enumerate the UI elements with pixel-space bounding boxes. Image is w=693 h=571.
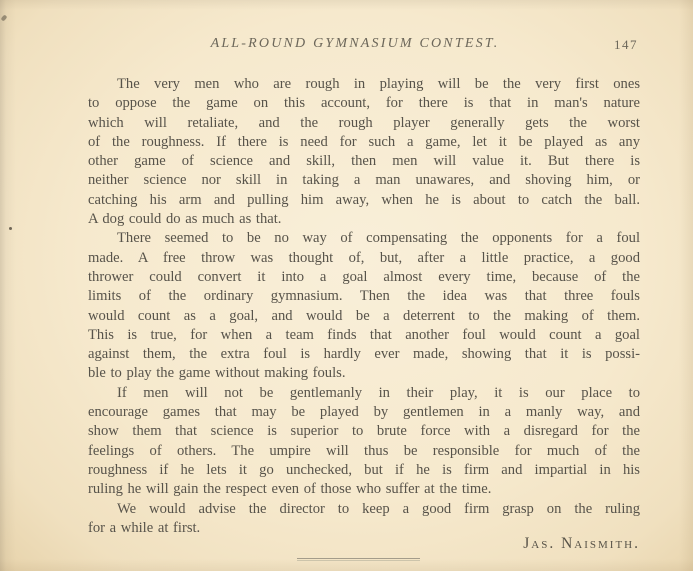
paper-speck-1 bbox=[1, 14, 8, 21]
text-line: which will retaliate, and the rough player generally gets the worst bbox=[88, 114, 640, 131]
text-line: for a while at first. bbox=[88, 519, 201, 536]
text-line: If men will not be gentlemanly in their play, it is our place to bbox=[117, 384, 640, 401]
text-line: against them, the extra foul is hardly ever made, showing that it is possi- bbox=[88, 346, 640, 363]
text-line: other game of science and skill, then men will value it. But there is bbox=[88, 153, 640, 170]
end-rule bbox=[297, 558, 420, 561]
text-line: This is true, for when a team finds that another foul would count a goal bbox=[88, 326, 640, 343]
text-line: would count as a goal, and would be a deterrent to the making of them. bbox=[88, 307, 640, 324]
text-line: We would advise the director to keep a good firm grasp on the ruling bbox=[117, 500, 640, 517]
text-line: limits of the ordinary gymnasium. Then the idea was that three fouls bbox=[88, 288, 640, 305]
page-header bbox=[88, 36, 640, 54]
text-line: of the roughness. If there is need for such a game, let it be played as any bbox=[88, 133, 640, 150]
text-line: made. A free throw was thought of, but, after a little practice, a good bbox=[88, 249, 640, 266]
text-line: A dog could do as much as that. bbox=[88, 211, 282, 228]
page-number: 147 bbox=[614, 37, 638, 52]
page-body bbox=[88, 75, 640, 538]
text-line: There seemed to be no way of compensating the opponents for a foul bbox=[117, 230, 640, 247]
text-line: encourage games that may be played by gentlemen in a manly way, and bbox=[88, 404, 640, 421]
paper-speck-2 bbox=[9, 227, 12, 230]
text-line: thrower could convert it into a goal almost every time, because of the bbox=[88, 268, 640, 285]
text-line: ruling he will gain the respect even of those who suffer at the time. bbox=[88, 481, 492, 498]
text-line: neither science nor skill in taking a man unawares, and shoving him, or bbox=[88, 172, 640, 189]
text-line: roughness if he lets it go unchecked, but if he is firm and impartial in his bbox=[88, 461, 640, 478]
text-line: catching his arm and pulling him away, when he is about to catch the ball. bbox=[88, 191, 640, 208]
text-line: The very men who are rough in playing will be the very first ones bbox=[117, 76, 640, 92]
text-line: show them that science is superior to brute force with a disregard for the bbox=[88, 423, 640, 440]
text-line: ble to play the game without making fouls. bbox=[88, 365, 346, 382]
signature: Jas. Naismith. bbox=[523, 535, 640, 552]
page-title: ALL-ROUND GYMNASIUM CONTEST. bbox=[210, 36, 500, 51]
text-line: to oppose the game on this account, for there is that in man's nature bbox=[88, 95, 640, 112]
text-line: feelings of others. The umpire will thus be responsible for much of the bbox=[88, 442, 640, 459]
